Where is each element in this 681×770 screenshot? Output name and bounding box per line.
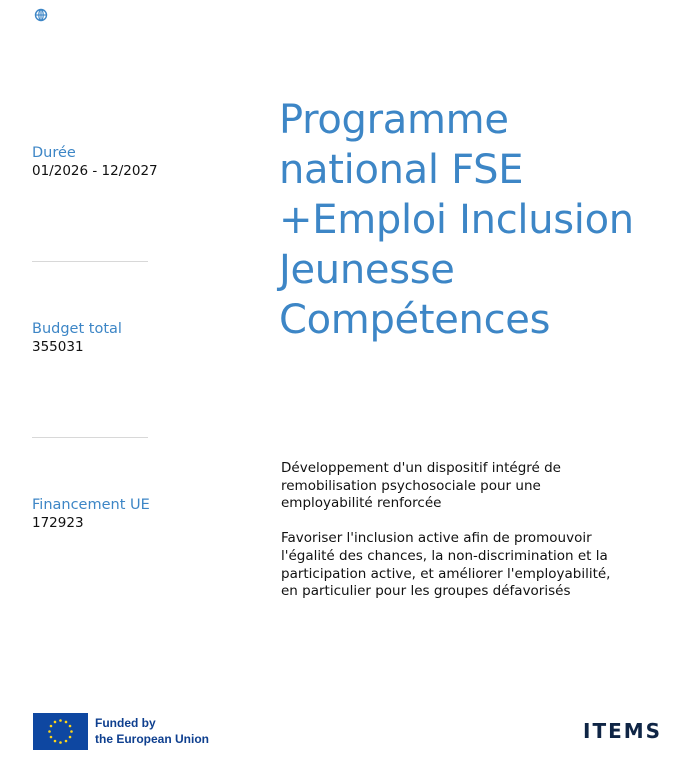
funded-line-1: Funded by: [95, 716, 156, 730]
eu-star: [65, 721, 68, 724]
title-line: national FSE: [279, 147, 524, 193]
items-logo: ITEMS: [583, 719, 663, 743]
eu-star: [59, 719, 62, 722]
divider: [32, 261, 148, 262]
eu-star: [65, 740, 68, 743]
eu-flag-icon: [33, 713, 88, 750]
eu-star: [50, 736, 53, 739]
eu-funding-block: [32, 496, 150, 532]
eu-funding-label: Financement UE: [32, 497, 150, 513]
budget-block: [32, 320, 122, 356]
title-line: Programme: [279, 97, 509, 143]
title-line: +Emploi Inclusion: [279, 197, 634, 243]
title-line: Jeunesse: [279, 247, 455, 293]
divider: [32, 437, 148, 438]
description: [281, 460, 611, 618]
eu-star: [54, 721, 57, 724]
eu-star: [69, 736, 72, 739]
summary-text: Développement d'un dispositif intégré de remobilisation psychosociale pour une employabilité renforcée: [281, 460, 561, 512]
globe-icon[interactable]: [34, 8, 48, 22]
eu-star: [70, 730, 73, 733]
eu-star: [59, 741, 62, 744]
budget-label: Budget total: [32, 321, 122, 337]
eu-star: [48, 730, 51, 733]
objective-text: Favoriser l'inclusion active afin de promouvoir l'égalité des chances, la non-discrimination et la participation active, et améliorer l'employabilité, en particulier pour les groupes défavorisés: [281, 530, 611, 600]
duration-value: 01/2026 - 12/2027: [32, 163, 158, 179]
duration-block: [32, 144, 158, 180]
eu-funding-value: 172923: [32, 515, 84, 531]
title-line: Compétences: [279, 297, 551, 343]
duration-label: Durée: [32, 145, 76, 161]
eu-star: [50, 725, 53, 728]
funded-by-eu-text: [95, 715, 209, 747]
funded-line-2: the European Union: [95, 732, 209, 746]
budget-value: 355031: [32, 339, 84, 355]
eu-star: [69, 725, 72, 728]
page-title: [279, 95, 634, 345]
eu-star: [54, 740, 57, 743]
